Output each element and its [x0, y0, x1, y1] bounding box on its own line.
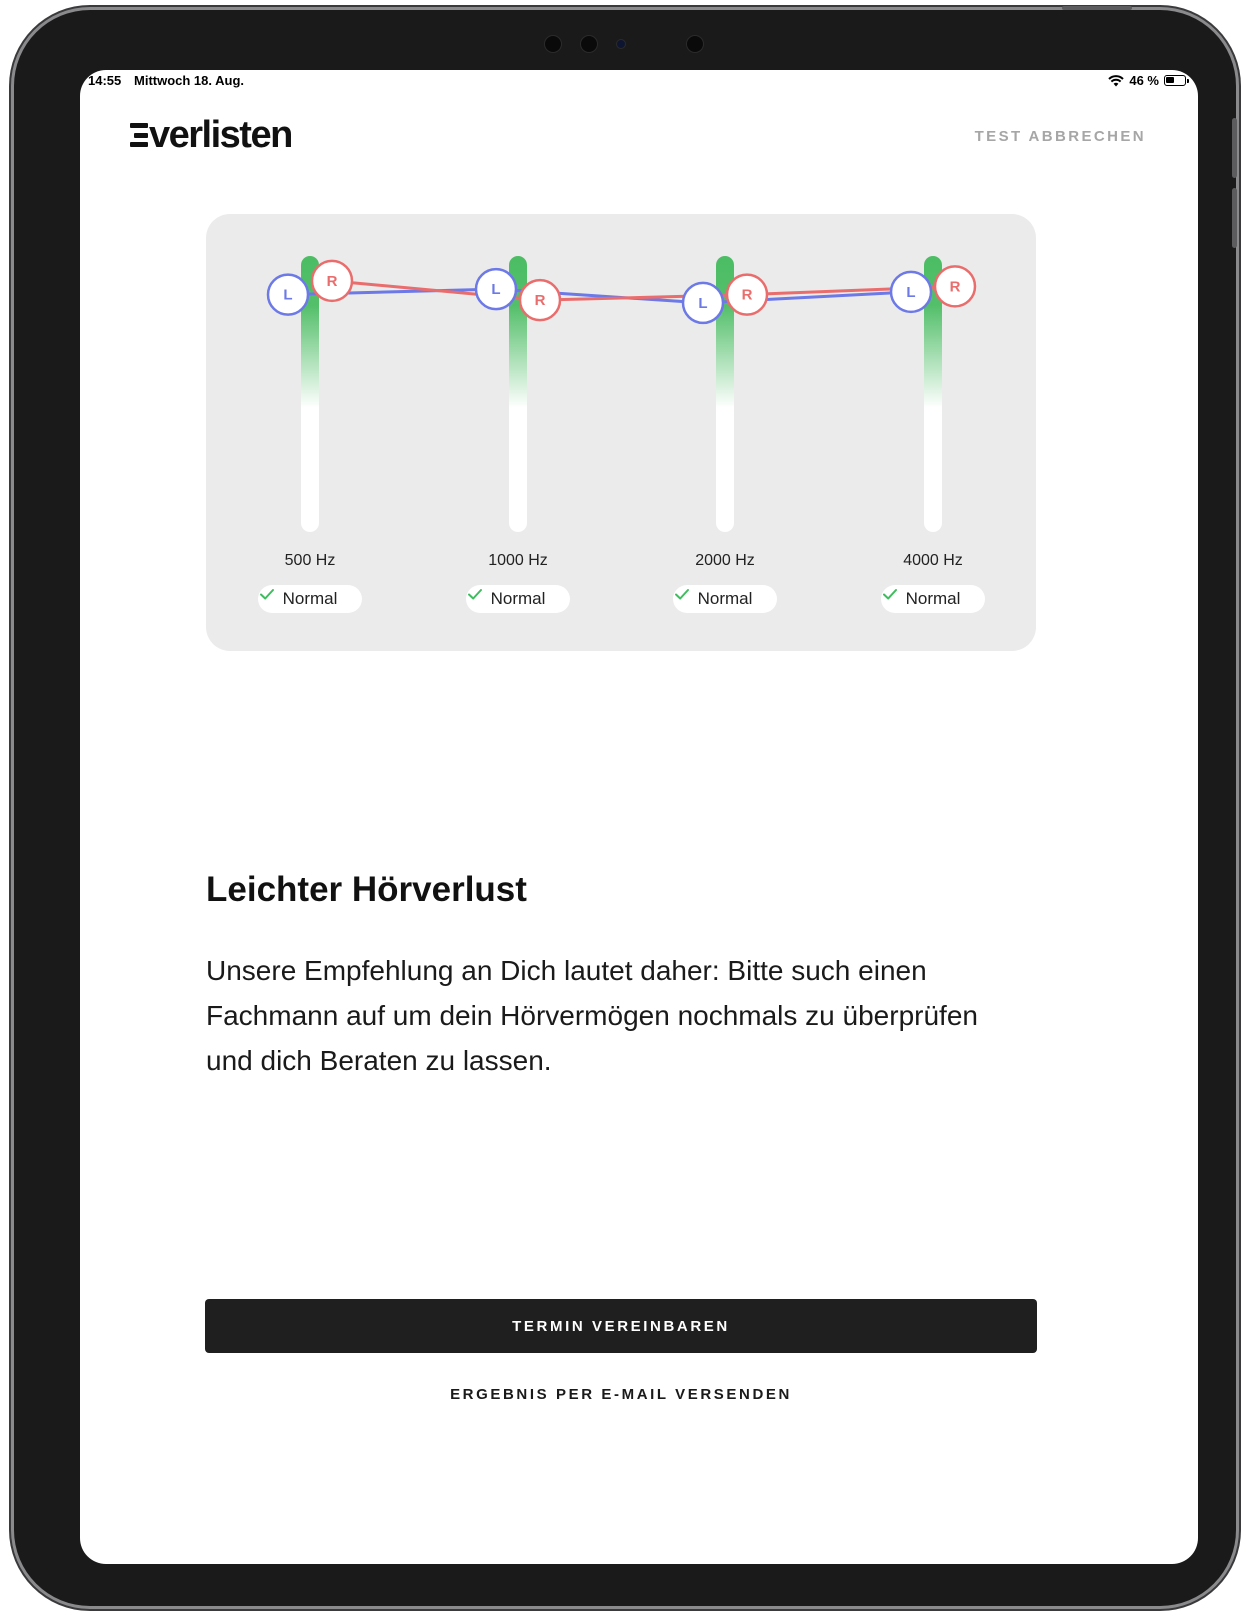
- status-text: Normal: [905, 589, 961, 608]
- status-bar: [80, 70, 1198, 92]
- battery-percent: 46 %: [1129, 73, 1159, 88]
- everlisten-logo: [130, 116, 292, 154]
- audiogram-card: [206, 214, 1036, 651]
- status-badge: [881, 585, 985, 613]
- check-icon: [881, 585, 899, 603]
- ear-marker-label: R: [741, 286, 753, 304]
- status-time: 14:55: [88, 73, 122, 88]
- book-appointment-button[interactable]: TERMIN VEREINBAREN: [205, 1299, 1037, 1353]
- ear-marker-label: L: [283, 286, 293, 304]
- series-line-r: [332, 281, 955, 300]
- volume-down-button: [1232, 188, 1237, 248]
- audiogram-chart: [206, 214, 1036, 544]
- tablet-frame: [14, 10, 1236, 1606]
- ear-marker-label: R: [326, 272, 338, 290]
- status-date: Mittwoch 18. Aug.: [134, 73, 245, 88]
- frequency-label: 4000 Hz: [903, 552, 963, 569]
- status-badge: [673, 585, 777, 613]
- check-icon: [673, 585, 691, 603]
- email-result-button[interactable]: ERGEBNIS PER E-MAIL VERSENDEN: [450, 1386, 792, 1403]
- top-button: [1062, 6, 1132, 10]
- cancel-test-button[interactable]: TEST ABBRECHEN: [974, 128, 1146, 145]
- status-text: Normal: [490, 589, 546, 608]
- status-badge: [258, 585, 362, 613]
- ear-marker-label: L: [906, 283, 916, 301]
- status-text: Normal: [282, 589, 338, 608]
- wifi-icon: [1108, 75, 1124, 87]
- battery-icon: [1164, 75, 1186, 86]
- check-icon: [466, 585, 484, 603]
- frequency-label: 1000 Hz: [488, 552, 548, 569]
- status-badge: [466, 585, 570, 613]
- frequency-label: 2000 Hz: [695, 552, 755, 569]
- header: [80, 110, 1198, 170]
- logo-e-mark-icon: [130, 122, 148, 148]
- ear-marker-label: L: [491, 281, 501, 299]
- ear-marker-label: L: [698, 294, 708, 312]
- sensor-icon: [544, 35, 562, 53]
- frequency-label: 500 Hz: [284, 552, 336, 569]
- result-description: Unsere Empfehlung an Dich lautet daher: Bitte such einen Fachmann auf um dein Hörvermögen nochmals zu überprüfen und dich Beraten zu lassen.: [206, 955, 978, 1076]
- app-screen: [80, 70, 1198, 1564]
- sensor-icon: [580, 35, 598, 53]
- camera-bar: [544, 32, 734, 54]
- check-icon: [258, 585, 276, 603]
- logo-text: verlisten: [149, 114, 292, 156]
- ear-marker-label: R: [534, 292, 546, 310]
- status-text: Normal: [697, 589, 753, 608]
- ear-marker-label: R: [949, 278, 961, 296]
- sensor-icon: [686, 35, 704, 53]
- volume-up-button: [1232, 118, 1237, 178]
- result-title: Leichter Hörverlust: [206, 870, 527, 909]
- status-right: [1108, 73, 1186, 88]
- camera-lens-icon: [616, 39, 626, 49]
